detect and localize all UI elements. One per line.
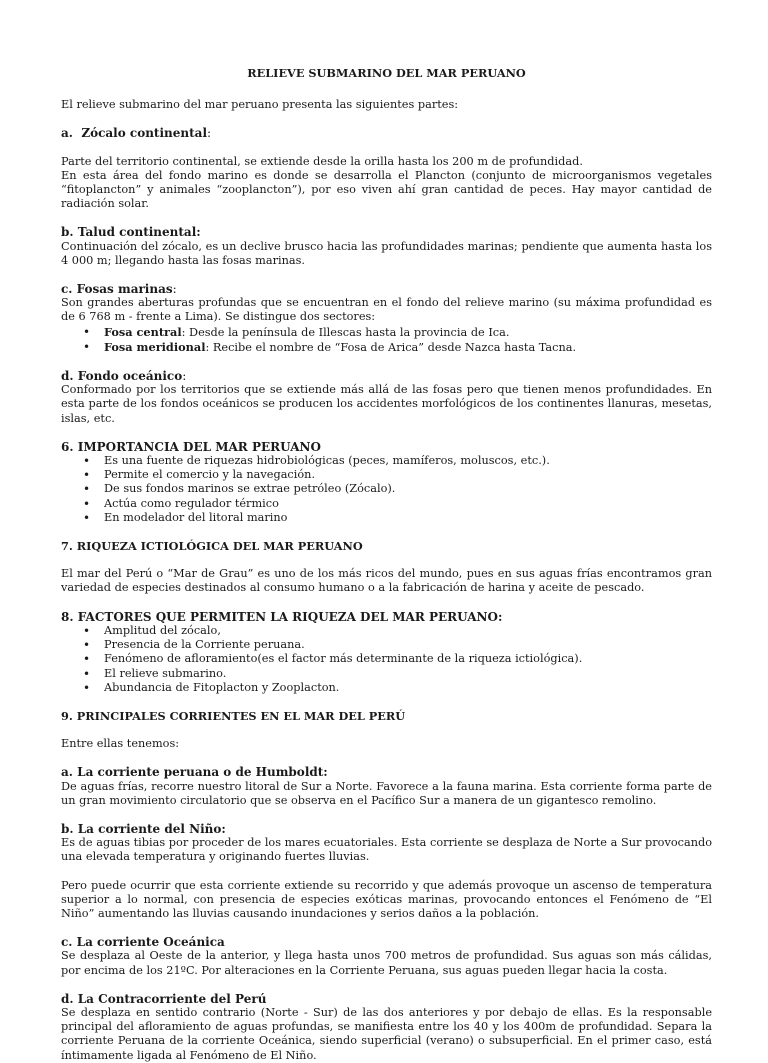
importancia-list xyxy=(61,454,712,525)
section-riqueza-heading: 7. RIQUEZA ICTIOLÓGICA DEL MAR PERUANO xyxy=(61,539,363,554)
zocalo-paragraph-1: Parte del territorio continental, se extiende desde la orilla hasta los 200 m de profundidad. xyxy=(61,154,583,168)
list-item: • Actúa como regulador térmico xyxy=(61,497,712,511)
fondo-heading-text: d. Fondo oceánico xyxy=(61,369,183,384)
section-importancia-heading: 6. IMPORTANCIA DEL MAR PERUANO xyxy=(61,439,321,454)
section-fosas-heading xyxy=(61,282,712,296)
riqueza-paragraph: El mar del Perú o “Mar de Grau” es uno de los más ricos del mundo, pues en sus aguas frías encontramos gran variedad de especies destinados al consumo humano o a la fabricación de harina y aceite de pescado. xyxy=(61,567,712,595)
section-corrientes-heading: 9. PRINCIPALES CORRIENTES EN EL MAR DEL PERÚ xyxy=(61,708,406,723)
colon: : xyxy=(182,369,187,384)
fosas-heading-text: c. Fosas marinas xyxy=(61,282,173,297)
fosas-paragraph: Son grandes aberturas profundas que se encuentran en el fondo del relieve marino (su máxima profundidad es de 6 768 m - frente a Lima). Se distingue dos sectores: xyxy=(61,296,712,324)
fosa-text: : Desde la península de Illescas hasta la provincia de Ica. xyxy=(181,325,510,339)
list-item: • Permite el comercio y la navegación. xyxy=(61,468,712,482)
oceanica-heading: c. La corriente Oceánica xyxy=(61,935,225,950)
talud-paragraph: Continuación del zócalo, es un declive brusco hacia las profundidades marinas; pendiente que aumenta hasta los 4 000 m; llegando hasta las fosas marinas. xyxy=(61,239,712,267)
list-item: • Fenómeno de afloramiento(es el factor más determinante de la riqueza ictiológica). xyxy=(61,652,712,666)
factores-list xyxy=(61,624,712,695)
colon: : xyxy=(207,126,212,141)
zocalo-paragraph-2: En esta área del fondo marino es donde se desarrolla el Plancton (conjunto de microorganismos vegetales “fitoplancton” y animales “zooplancton”), por eso viven ahí gran cantidad de peces. Hay mayor cantidad de radiación solar. xyxy=(61,168,712,211)
humboldt-paragraph: De aguas frías, recorre nuestro litoral de Sur a Norte. Favorece a la fauna marina. Esta corriente forma parte de un gran movimiento circulatorio que se observa en el Pacífico Sur a manera de un gigantesco remolino. xyxy=(61,779,712,807)
section-fondo-heading xyxy=(61,369,712,383)
humboldt-heading: a. La corriente peruana o de Humboldt: xyxy=(61,765,328,780)
section-talud-heading: b. Talud continental: xyxy=(61,225,201,240)
fondo-paragraph: Conformado por los territorios que se extiende más allá de las fosas pero que tienen menos profundidades. En esta parte de los fondos oceánicos se producen los accidentes morfológicos de los continentes llanuras, mesetas, islas, etc. xyxy=(61,383,712,425)
intro-paragraph: El relieve submarino del mar peruano presenta las siguientes partes: xyxy=(61,98,459,112)
list-item: • Amplitud del zócalo, xyxy=(61,624,712,638)
fosa-label: Fosa central xyxy=(104,324,182,339)
list-item: • En modelador del litoral marino xyxy=(61,511,712,525)
list-item: • Presencia de la Corriente peruana. xyxy=(61,638,712,652)
list-item: • El relieve submarino. xyxy=(61,667,712,681)
list-item: • Abundancia de Fitoplacton y Zooplacton. xyxy=(61,681,712,695)
section-zocalo-heading xyxy=(61,126,712,140)
corrientes-intro: Entre ellas tenemos: xyxy=(61,737,180,751)
oceanica-paragraph: Se desplaza al Oeste de la anterior, y llega hasta unos 700 metros de profundidad. Sus aguas son más cálidas, por encima de los 21ºC. Por alteraciones en la Corriente Peruana, sus aguas pueden llegar hacia la costa. xyxy=(61,949,712,977)
nino-paragraph: Es de aguas tibias por proceder de los mares ecuatoriales. Esta corriente se desplaza de Norte a Sur provocando una elevada temperatura y originando fuertes lluvias. xyxy=(61,836,712,864)
contracorriente-paragraph: Se desplaza en sentido contrario (Norte - Sur) de las dos anteriores y por debajo de ellas. Es la responsable principal del afloramiento de aguas profundas, se manifiesta entre los 40 y los 400m de profundidad. Separa la corriente Peruana de la corriente Oceánica, siendo superficial (verano) o subsuperficial. En el primer caso, está íntimamente ligada al Fenómeno de El Niño. xyxy=(61,1005,712,1062)
colon: : xyxy=(172,282,177,297)
list-item: • De sus fondos marinos se extrae petróleo (Zócalo). xyxy=(61,482,712,496)
nino-heading: b. La corriente del Niño: xyxy=(61,821,226,836)
section-factores-heading: 8. FACTORES QUE PERMITEN LA RIQUEZA DEL MAR PERUANO: xyxy=(61,609,503,624)
fosas-list xyxy=(61,325,712,355)
list-item xyxy=(61,340,712,355)
nino-paragraph-2: Pero puede ocurrir que esta corriente extiende su recorrido y que además provoque un ascenso de temperatura superior a lo normal, con presencia de especies exóticas marinas, provocando entonces el Fenómeno de “El Niño” aumentando las lluvias causando inundaciones y serios daños a la población. xyxy=(61,878,712,920)
contracorriente-heading: d. La Contracorriente del Perú xyxy=(61,991,267,1006)
zocalo-heading-text: Zócalo continental xyxy=(81,126,207,141)
list-item xyxy=(61,325,712,340)
document-title: RELIEVE SUBMARINO DEL MAR PERUANO xyxy=(247,66,526,80)
fosa-label: Fosa meridional xyxy=(104,339,206,354)
list-item: • Es una fuente de riquezas hidrobiológicas (peces, mamíferos, moluscos, etc.). xyxy=(61,454,712,468)
fosa-text: : Recibe el nombre de “Fosa de Arica” desde Nazca hasta Tacna. xyxy=(205,340,577,354)
list-marker: a. xyxy=(61,126,73,141)
